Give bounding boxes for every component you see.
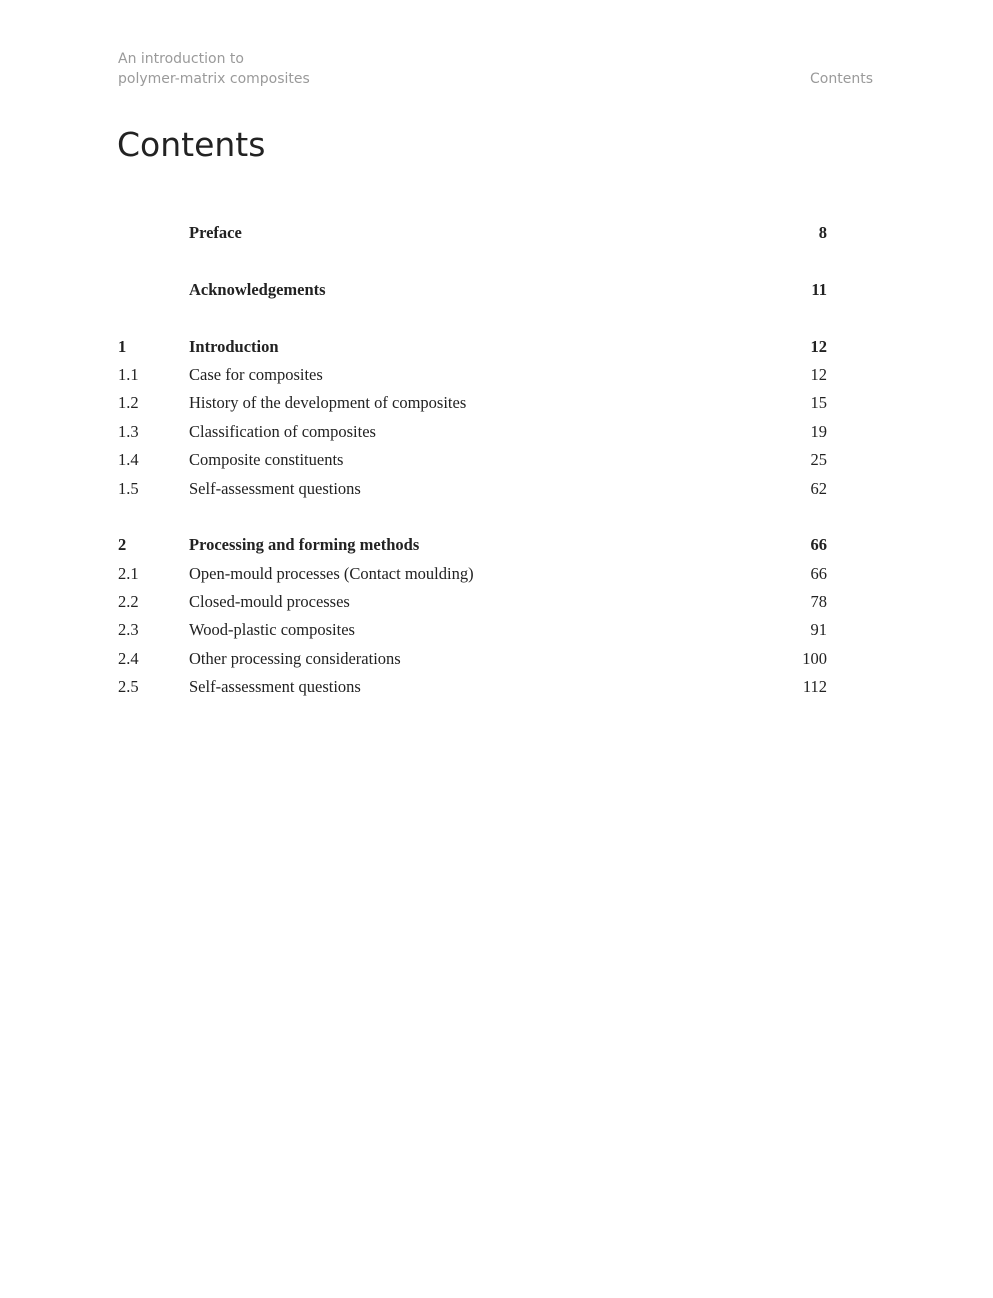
toc-entry-title: Classification of composites xyxy=(189,421,376,441)
toc-entry-number: 2.4 xyxy=(118,648,139,668)
toc-entry-page: 66 xyxy=(810,535,827,555)
running-header-section: Contents xyxy=(810,71,873,87)
toc-entry-title: History of the development of composites xyxy=(189,393,467,413)
toc-entry-number xyxy=(118,276,189,304)
toc-entry-title: Closed-mould processes xyxy=(189,592,350,612)
table-of-contents xyxy=(118,219,827,702)
toc-section-entry[interactable] xyxy=(118,616,827,644)
toc-chapter-entry[interactable] xyxy=(118,276,827,304)
toc-entry-page: 100 xyxy=(802,648,827,668)
toc-entry-title: Self-assessment questions xyxy=(189,478,361,498)
toc-entry-title: Acknowledgements xyxy=(189,279,326,299)
toc-spacer xyxy=(118,247,827,275)
toc-entry-number xyxy=(118,219,189,247)
toc-entry-title: Self-assessment questions xyxy=(189,677,361,697)
toc-section-entry[interactable] xyxy=(118,418,827,446)
toc-entry-page: 66 xyxy=(810,563,827,583)
toc-section-entry[interactable] xyxy=(118,560,827,588)
toc-entry-page: 62 xyxy=(810,478,827,498)
toc-section-entry[interactable] xyxy=(118,475,827,503)
toc-entry-page: 78 xyxy=(810,592,827,612)
toc-entry-title: Composite constituents xyxy=(189,450,344,470)
toc-entry-number: 2.3 xyxy=(118,620,139,640)
toc-entry-number: 1.5 xyxy=(118,478,139,498)
toc-entry-title: Case for composites xyxy=(189,364,323,384)
toc-entry-page: 8 xyxy=(818,223,827,242)
toc-entry-number: 1 xyxy=(118,336,127,356)
toc-entry-page: 19 xyxy=(810,421,827,441)
toc-entry-title: Other processing considerations xyxy=(189,648,401,668)
toc-entry-page: 112 xyxy=(802,677,827,697)
toc-entry-title: Preface xyxy=(189,223,242,242)
toc-section-entry[interactable] xyxy=(118,389,827,417)
toc-entry-page: 12 xyxy=(810,364,827,384)
toc-section-entry[interactable] xyxy=(118,588,827,616)
toc-entry-number: 2.1 xyxy=(118,563,139,583)
toc-entry-number: 1.3 xyxy=(118,421,139,441)
toc-section-entry[interactable] xyxy=(118,361,827,389)
page-title: Contents xyxy=(117,125,266,164)
toc-section-entry[interactable] xyxy=(118,446,827,474)
toc-spacer xyxy=(118,304,827,332)
toc-entry-number: 1.1 xyxy=(118,364,139,384)
running-header-book-title xyxy=(118,49,310,89)
toc-section-entry[interactable] xyxy=(118,673,827,701)
book-title-line-2: polymer-matrix composites xyxy=(118,71,310,87)
toc-entry-number: 2 xyxy=(118,535,127,555)
toc-entry-number: 2.5 xyxy=(118,677,139,697)
toc-entry-number: 2.2 xyxy=(118,592,139,612)
toc-chapter-entry[interactable] xyxy=(118,333,827,361)
toc-entry-title: Wood-plastic composites xyxy=(189,620,355,640)
toc-entry-title: Processing and forming methods xyxy=(189,535,420,555)
toc-chapter-entry[interactable] xyxy=(118,531,827,559)
toc-entry-page: 25 xyxy=(810,450,827,470)
toc-entry-page: 12 xyxy=(810,336,827,356)
toc-entry-number: 1.2 xyxy=(118,393,139,413)
toc-chapter-entry[interactable] xyxy=(118,219,827,247)
toc-entry-page: 11 xyxy=(811,279,827,299)
book-title-line-1: An introduction to xyxy=(118,51,244,67)
toc-entry-title: Open-mould processes (Contact moulding) xyxy=(189,563,474,583)
toc-entry-title: Introduction xyxy=(189,336,279,356)
toc-section-entry[interactable] xyxy=(118,645,827,673)
toc-entry-page: 15 xyxy=(810,393,827,413)
toc-entry-page: 91 xyxy=(810,620,827,640)
toc-spacer xyxy=(118,503,827,531)
toc-entry-number: 1.4 xyxy=(118,450,139,470)
